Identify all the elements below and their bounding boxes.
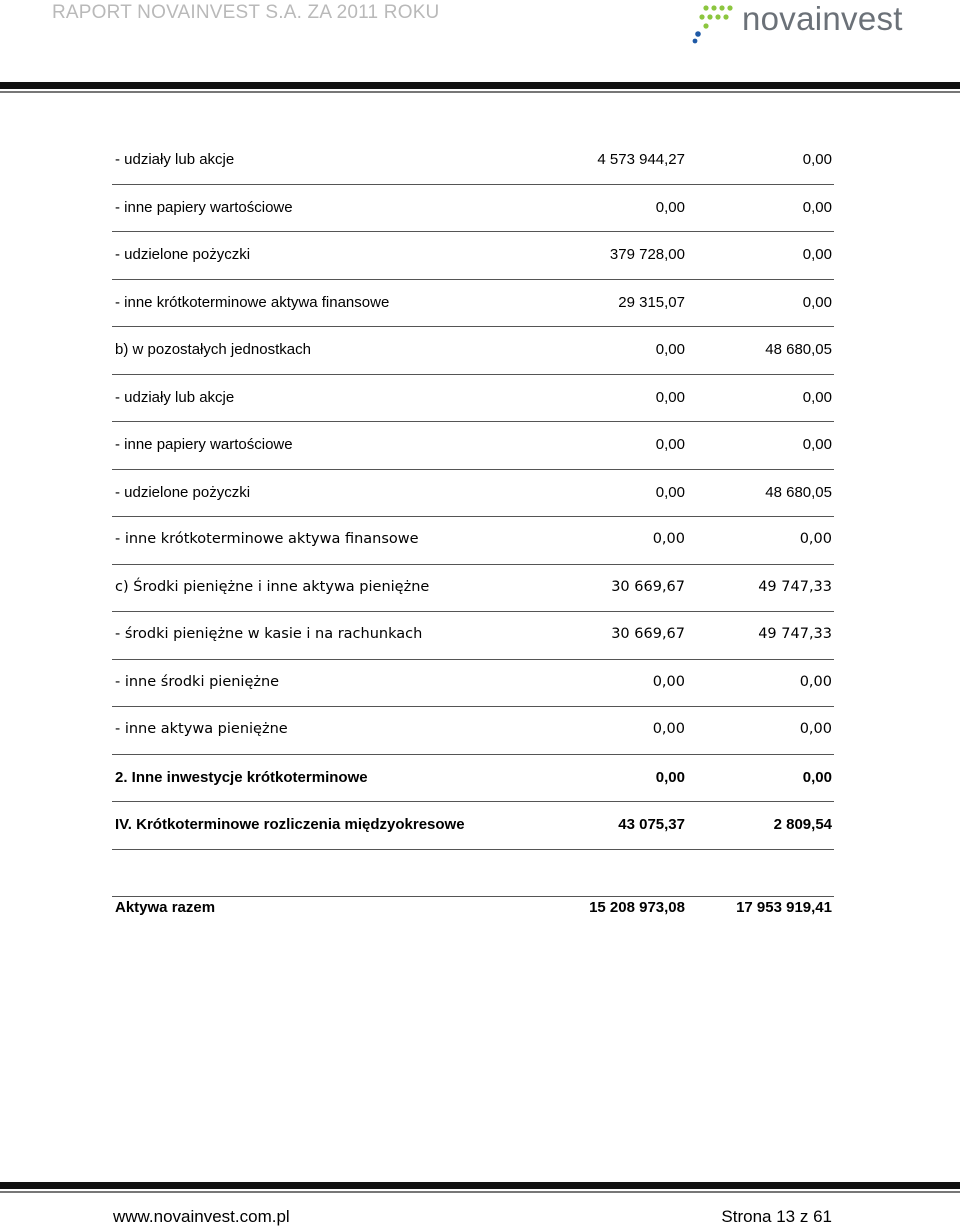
row-value-2010: 48 680,05 <box>765 341 832 358</box>
row-value-2010: 0,00 <box>802 388 832 406</box>
row-value-2010: 0,00 <box>799 721 832 737</box>
logo-dots-icon <box>692 2 738 44</box>
row-label: - inne krótkoterminowe aktywa finansowe <box>115 531 419 547</box>
row-value-2011: 0,00 <box>655 341 685 358</box>
row-label: - inne papiery wartościowe <box>115 436 293 453</box>
row-label: - udziały lub akcje <box>115 388 235 406</box>
row-value-2011: 43 075,37 <box>618 816 685 833</box>
table-row <box>112 422 834 470</box>
row-label: - udzielone pożyczki <box>115 483 251 501</box>
table-row <box>112 470 834 518</box>
row-value-2011: 30 669,67 <box>611 626 685 642</box>
row-label: - środki pieniężne w kasie i na rachunkach <box>115 626 423 642</box>
row-value-2011: 29 315,07 <box>618 293 685 311</box>
table-row <box>112 755 834 803</box>
total-value-2011: 15 208 973,08 <box>589 899 685 916</box>
row-label: c) Środki pieniężne i inne aktywa pieniężne <box>115 578 430 595</box>
row-value-2010: 0,00 <box>802 293 832 311</box>
table-row-spacer <box>112 850 834 898</box>
report-title: RAPORT NOVAINVEST S.A. ZA 2011 ROKU <box>52 2 440 23</box>
table-row <box>112 232 834 280</box>
table-row-total <box>112 897 834 944</box>
table-row <box>112 280 834 328</box>
row-value-2010: 2 809,54 <box>773 816 832 833</box>
header-rule-thick <box>0 82 960 89</box>
row-value-2010: 0,00 <box>802 151 832 168</box>
total-label: Aktywa razem <box>115 899 216 916</box>
row-value-2010: 0,00 <box>802 246 832 263</box>
row-value-2011: 0,00 <box>652 673 685 690</box>
footer-rule-thin <box>0 1191 960 1193</box>
row-label: - inne krótkoterminowe aktywa finansowe <box>115 293 390 311</box>
row-label: IV. Krótkoterminowe rozliczenia międzyokresowe <box>115 816 465 833</box>
row-value-2010: 0,00 <box>802 436 832 453</box>
row-label: - udziały lub akcje <box>115 151 235 168</box>
balance-sheet-table <box>112 137 834 944</box>
footer-page-number: Strona 13 z 61 <box>721 1207 832 1226</box>
row-label: 2. Inne inwestycje krótkoterminowe <box>115 768 368 786</box>
footer-rule-thick <box>0 1182 960 1189</box>
logo-text: novainvest <box>742 0 903 37</box>
row-value-2011: 0,00 <box>655 436 685 453</box>
row-label: - inne środki pieniężne <box>115 673 280 690</box>
row-value-2010: 0,00 <box>799 673 832 690</box>
table-row <box>112 612 834 660</box>
row-value-2010: 0,00 <box>799 531 832 547</box>
row-value-2010: 0,00 <box>802 768 832 786</box>
row-value-2011: 0,00 <box>652 721 685 737</box>
row-value-2011: 0,00 <box>655 483 685 501</box>
row-value-2011: 0,00 <box>655 768 685 786</box>
table-row <box>112 327 834 375</box>
row-value-2011: 0,00 <box>652 531 685 547</box>
row-value-2010: 0,00 <box>802 198 832 216</box>
footer-website: www.novainvest.com.pl <box>113 1207 290 1226</box>
table-row <box>112 185 834 233</box>
novainvest-logo <box>692 0 932 44</box>
table-row <box>112 707 834 755</box>
table-row <box>112 137 834 185</box>
row-value-2011: 379 728,00 <box>609 246 685 263</box>
row-value-2010: 49 747,33 <box>758 578 832 595</box>
row-value-2010: 48 680,05 <box>765 483 832 501</box>
table-row <box>112 517 834 565</box>
total-value-2010: 17 953 919,41 <box>736 899 832 916</box>
row-label: b) w pozostałych jednostkach <box>115 341 311 358</box>
row-label: - inne papiery wartościowe <box>115 198 293 216</box>
row-label: - inne aktywa pieniężne <box>115 721 288 737</box>
row-value-2011: 30 669,67 <box>611 578 685 595</box>
row-value-2010: 49 747,33 <box>758 626 832 642</box>
row-label: - udzielone pożyczki <box>115 246 251 263</box>
table-row <box>112 565 834 613</box>
table-row <box>112 802 834 850</box>
row-value-2011: 0,00 <box>655 388 685 406</box>
table-row <box>112 660 834 708</box>
row-value-2011: 4 573 944,27 <box>597 151 685 168</box>
table-row <box>112 375 834 423</box>
row-value-2011: 0,00 <box>655 198 685 216</box>
header-rule-thin <box>0 91 960 93</box>
